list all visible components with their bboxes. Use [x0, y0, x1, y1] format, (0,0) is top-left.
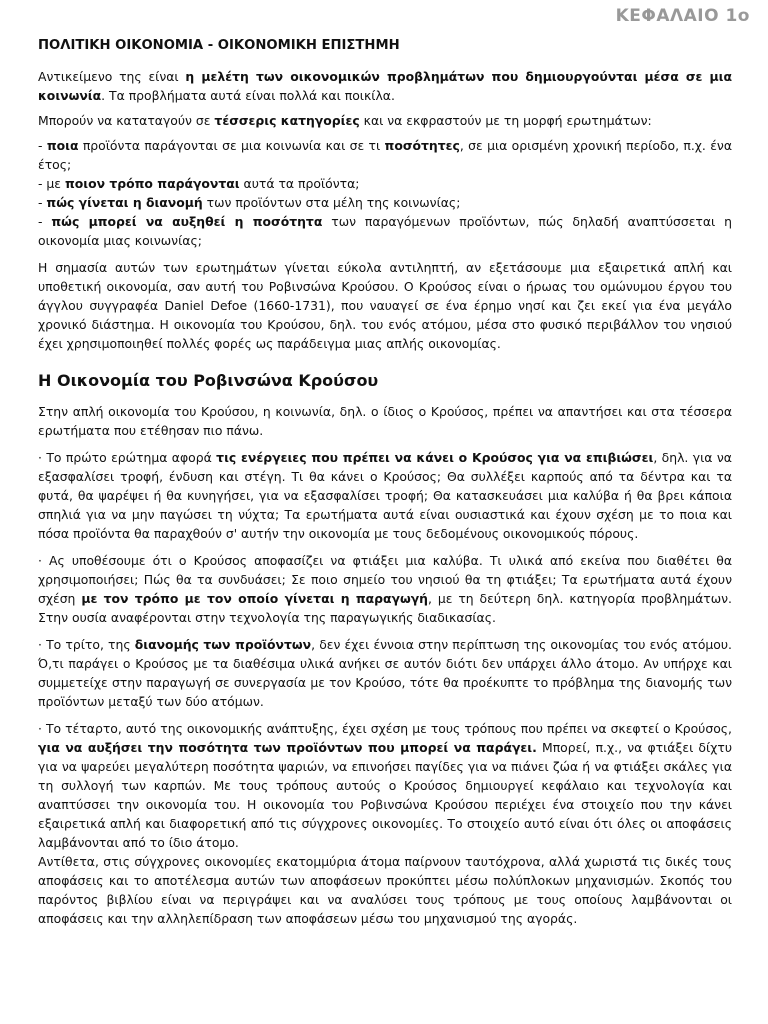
- text-span: -: [38, 138, 47, 153]
- page-title: ΠΟΛΙΤΙΚΗ ΟΙΚΟΝΟΜΙΑ - ΟΙΚΟΝΟΜΙΚΗ ΕΠΙΣΤΗΜΗ: [38, 38, 400, 53]
- category-item: [38, 136, 732, 174]
- question-paragraph-3: [38, 635, 732, 711]
- text-span: . Τα προβλήματα αυτά είναι πολλά και ποικίλα.: [101, 88, 395, 103]
- text-span: - με: [38, 176, 65, 191]
- question-paragraph-1: [38, 448, 732, 543]
- bold-span: πώς μπορεί να αυξηθεί η ποσότητα: [51, 214, 323, 229]
- text-span: Μπορούν να καταταγούν σε: [38, 113, 215, 128]
- bold-span: πώς γίνεται η διανομή: [46, 195, 203, 210]
- category-item: [38, 193, 732, 212]
- text-span: -: [38, 195, 47, 210]
- text-span: · Το τέταρτο, αυτό της οικονομικής ανάπτυξης, έχει σχέση με τους τρόπους που πρέπει να σκεφτεί ο Κρούσος,: [38, 721, 732, 736]
- text-span: · Το τρίτο, της: [38, 637, 135, 652]
- text-span: Αντικείμενο της είναι: [38, 69, 186, 84]
- text-span: των προϊόντων στα μέλη της κοινωνίας;: [202, 195, 461, 210]
- categories-intro: [38, 111, 732, 130]
- text-span: · Το πρώτο ερώτημα αφορά: [38, 450, 217, 465]
- text-span: αυτά τα προϊόντα;: [239, 176, 360, 191]
- text-span: των παραγόμενων προϊόντων, πώς δηλαδή αναπτύσσεται η οικονομία μιας κοινωνίας;: [38, 214, 732, 248]
- closing-paragraph: Αντίθετα, στις σύγχρονες οικονομίες εκατομμύρια άτομα παίρνουν ταυτόχρονα, αλλά χωριστά τις δικές τους αποφάσεις και το αποτέλεσμα αυτών των αποφάσεων προκύπτει μέσω πολύπλοκων μηχανισμών. Σκοπός του παρόντος βιβλίου είναι να περιγράψει και να αναλύσει τους τρόπους με τους οποίους λαμβάνονται οι αποφάσεις και την αλληλεπίδραση των αποφάσεων μέσω του μηχανισμού της αγοράς.: [38, 854, 732, 926]
- question-paragraph-4: [38, 719, 732, 852]
- bold-span: ποσότητες: [384, 138, 460, 153]
- question-paragraph-2: [38, 551, 732, 627]
- bold-span: τις ενέργειες που πρέπει να κάνει ο Κρούσος για να επιβιώσει: [216, 450, 654, 465]
- category-item: [38, 212, 732, 250]
- bold-span: ποια: [46, 138, 79, 153]
- text-span: προϊόντα παράγονται σε μια κοινωνία και σε τι: [78, 138, 385, 153]
- bold-span: η μελέτη των οικονομικών προβλημάτων που δημιουργούνται μέσα σε μια κοινωνία: [38, 69, 733, 103]
- text-span: Μπορεί, π.χ., να φτιάξει δίχτυ για να ψαρεύει μεγαλύτερη ποσότητα ψαριών, να επινοήσει παγίδες για να πιάνει ζώα ή να φτιάξει σκάλες για τη συλλογή των καρπών. Με τους τρόπους αυτούς ο Κρούσος δημιουργεί κεφάλαιο και τεχνολογία και αναπτύσσει την οικονομία του. Η οικονομία του Ροβινσώνα Κρούσου περιέχει ένα στοιχείο που την κάνει εξαιρετικά απλή και διαφορετική από τις σύγχρονες οικονομίες. Το στοιχείο αυτό είναι ότι όλες οι αποφάσεις λαμβάνονται από το ίδιο άτομο.: [38, 740, 732, 850]
- section-intro: Στην απλή οικονομία του Κρούσου, η κοινωνία, δηλ. ο ίδιος ο Κρούσος, πρέπει να απαντήσει και στα τέσσερα ερωτήματα που ετέθησαν πιο πάνω.: [38, 404, 732, 438]
- intro-paragraph: [38, 67, 732, 105]
- bold-span: διανομής των προϊόντων: [134, 637, 312, 652]
- document-body: [38, 36, 732, 928]
- text-span: , δεν έχει έννοια στην περίπτωση της οικονομίας του ενός ατόμου. Ό,τι παράγει ο Κρούσος με τα διαθέσιμα υλικά ανήκει σε αυτόν διότι δεν υπάρχει άλλο άτομο. Αν υπήρχε και συμμετείχε στην παραγωγή σε συνεργασία με τον Κρούσο, τότε θα προέκυπτε το πρόβλημα της διανομής των προϊόντων μεταξύ των δύο ατόμων.: [38, 637, 732, 709]
- chapter-label: ΚΕΦΑΛΑΙΟ 1ο: [615, 6, 750, 26]
- text-span: , δηλ. για να εξασφαλίσει τροφή, ένδυση και στέγη. Τι θα κάνει ο Κρούσος; Θα συλλέξει καρπούς από τα δέντρα και τα φυτά, θα ψαρέψει ή θα κυνηγήσει, για να εξασφαλίσει τροφή; Θα κατασκευάσει μια καλύβα ή θα βρει κάποια σπηλιά για να μην παγώσει τη νύχτα; Τα ερωτήματα αυτά είναι ουσιαστικά και έχουν σχέση με το ποια και πόσα προϊόντα θα παραχθούν σ' αυτήν την οικονομία με τους δεδομένους οικονομικούς πόρους.: [38, 450, 732, 541]
- bold-span: τέσσερις κατηγορίες: [214, 113, 360, 128]
- significance-paragraph: Η σημασία αυτών των ερωτημάτων γίνεται εύκολα αντιληπτή, αν εξετάσουμε μια εξαιρετικά απλή και υποθετική οικονομία, σαν αυτή του Ροβινσώνα Κρούσου. Ο Κρούσος είναι ο ήρωας του ομώνυμου έργου του άγγλου συγγραφέα Daniel Defoe (1660-1731), που ναυαγεί σε ένα έρημο νησί και ζει εκεί για ένα μεγάλο χρονικό διάστημα. Η οικονομία του Κρούσου, δηλ. του ενός ατόμου, μέσα στο φυσικό περιβάλλον του νησιού έχει χρησιμοποιηθεί πολλές φορές ως παράδειγμα μιας απλής οικονομίας.: [38, 260, 732, 351]
- text-span: -: [38, 214, 52, 229]
- text-span: , με τη δεύτερη δηλ. κατηγορία προβλημάτων. Στην ουσία αναφέρονται στην τεχνολογία της παραγωγικής διαδικασίας.: [38, 591, 732, 625]
- text-span: , σε μια ορισμένη χρονική περίοδο, π.χ. ένα έτος;: [38, 138, 732, 172]
- bold-span: ποιον τρόπο παράγονται: [64, 176, 240, 191]
- bold-span: για να αυξήσει την ποσότητα των προϊόντων που μπορεί να παράγει.: [38, 740, 537, 755]
- section-heading: Η Οικονομία του Ροβινσώνα Κρούσου: [38, 371, 379, 390]
- text-span: και να εκφραστούν με τη μορφή ερωτημάτων:: [359, 113, 652, 128]
- category-item: [38, 174, 732, 193]
- bold-span: με τον τρόπο με τον οποίο γίνεται η παραγωγή: [81, 591, 428, 606]
- text-span: · Ας υποθέσουμε ότι ο Κρούσος αποφασίζει να φτιάξει μια καλύβα. Τι υλικά από εκείνα που διαθέτει θα χρησιμοποιήσει; Πώς θα τα συνδυάσει; Σε ποιο σημείο του νησιού θα τη φτιάξει; Τα ερωτήματα αυτά έχουν σχέση: [38, 553, 732, 606]
